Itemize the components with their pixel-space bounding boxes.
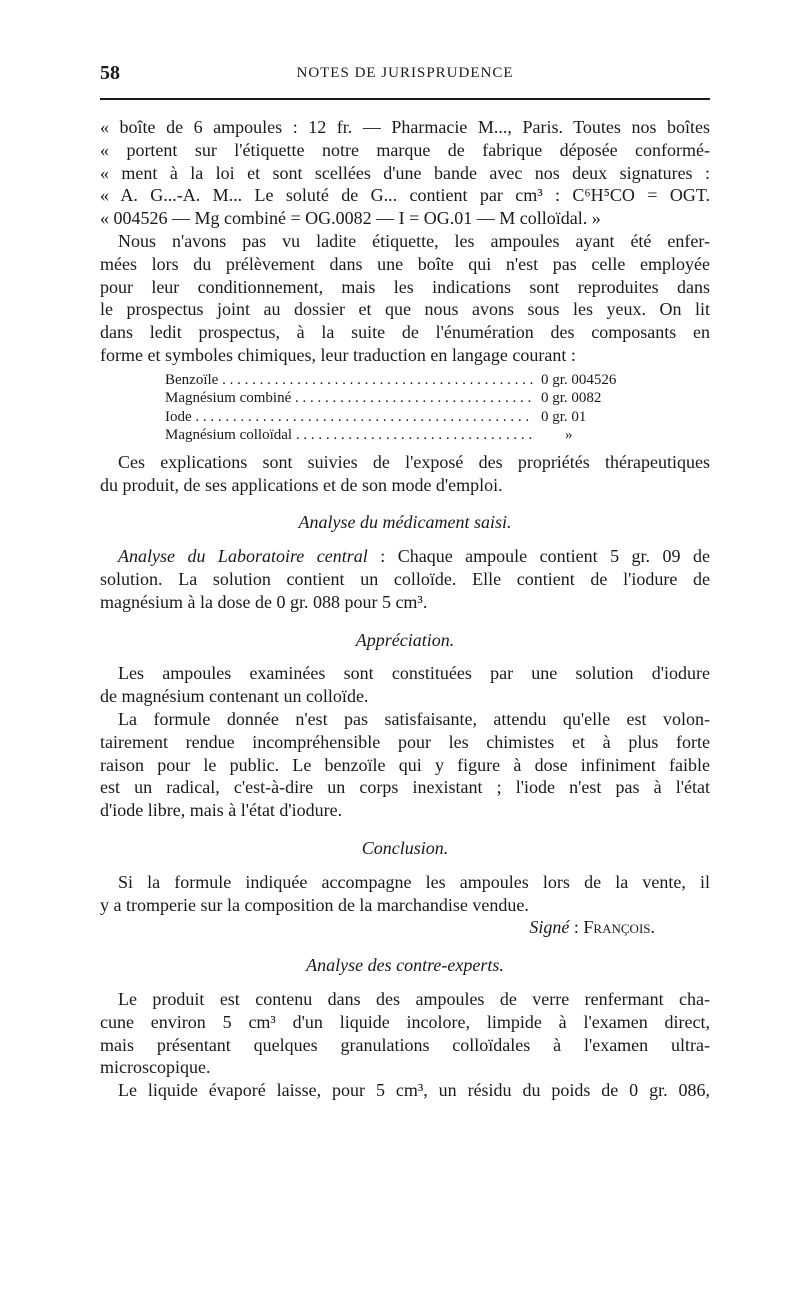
composition-value: »: [565, 427, 573, 444]
signed-label: Signé: [529, 917, 570, 938]
paragraph-appreciation-2: [100, 708, 710, 822]
quoted-label-text: [100, 116, 710, 230]
composition-name: Magnésium combiné . . .: [165, 389, 535, 408]
text-line: magnésium à la dose de 0 gr. 088 pour 5 cm³.: [100, 591, 428, 612]
page-body: [100, 116, 710, 1102]
text-line: Le produit est contenu dans des ampoules de verre renfermant cha-: [118, 988, 710, 1009]
text-line: forme et symboles chimiques, leur traduction en langage courant :: [100, 344, 576, 365]
running-title: NOTES DE JURISPRUDENCE: [296, 65, 514, 81]
composition-value: 0 gr. 0082: [541, 390, 602, 407]
composition-list: [100, 371, 710, 445]
text-line: Nous n'avons pas vu ladite étiquette, les ampoules ayant été enfer-: [118, 230, 710, 251]
paragraph-prospectus: [100, 230, 710, 367]
text-line: « portent sur l'étiquette notre marque de fabrique déposée conformé-: [100, 139, 710, 160]
paragraph-contre-experts-2: [100, 1079, 710, 1102]
composition-value: 0 gr. 01: [541, 408, 587, 425]
lab-first-rest: : Chaque ampoule contient 5 gr. 09 de: [367, 546, 711, 567]
text-line: est un radical, c'est-à-dire un corps inexistant ; l'iode n'est pas à l'état: [100, 777, 710, 798]
paragraph-explications: [100, 451, 710, 497]
section-heading-analyse: Analyse du médicament saisi.: [298, 512, 512, 533]
page-header: [100, 62, 710, 90]
text-line: Ces explications sont suivies de l'exposé des propriétés thérapeutiques: [118, 451, 710, 472]
section-heading-contre-experts: Analyse des contre-experts.: [306, 955, 504, 976]
paragraph-conclusion: [100, 871, 710, 917]
text-line: solution. La solution contient un colloïde. Elle contient de l'iodure de: [100, 568, 710, 589]
composition-name: Magnésium colloïdal . . .: [165, 426, 535, 445]
text-line: microscopique.: [100, 1057, 211, 1078]
page-number: 58: [100, 62, 120, 84]
text-line: mées lors du prélèvement dans une boîte qui n'est pas celle employée: [100, 253, 710, 274]
paragraph-laboratoire: [100, 545, 710, 613]
section-heading-conclusion: Conclusion.: [361, 837, 449, 858]
signed-name: François.: [583, 917, 655, 938]
composition-row: [165, 408, 710, 427]
paragraph-appreciation-1: [100, 662, 710, 708]
text-line: du produit, de ses applications et de son mode d'emploi.: [100, 474, 503, 495]
composition-value: 0 gr. 004526: [541, 371, 617, 388]
signed-separator: :: [569, 917, 584, 938]
text-line: Si la formule indiquée accompagne les ampoules lors de la vente, il: [118, 871, 710, 892]
paragraph-contre-experts-1: [100, 988, 710, 1079]
text-line: le prospectus joint au dossier et que nous avons sous les yeux. On lit: [100, 299, 710, 320]
text-line: y a tromperie sur la composition de la marchandise vendue.: [100, 894, 529, 915]
text-line: « boîte de 6 ampoules : 12 fr. — Pharmacie M..., Paris. Toutes nos boîtes: [100, 117, 710, 137]
text-line: raison pour le public. Le benzoïle qui y figure à dose infiniment faible: [100, 754, 710, 775]
signature-line: [100, 916, 710, 939]
text-line: pour leur conditionnement, mais les indications sont reproduites dans: [100, 276, 710, 297]
composition-name: Iode . . .: [165, 408, 535, 427]
header-rule: [100, 98, 710, 100]
text-line: cune environ 5 cm³ d'un liquide incolore, limpide à l'examen direct,: [100, 1011, 710, 1032]
text-line: La formule donnée n'est pas satisfaisante, attendu qu'elle est volon-: [118, 708, 710, 729]
text-line: « A. G...-A. M... Le soluté de G... contient par cm³ : C⁶H⁵CO = OGT.: [100, 185, 710, 206]
lab-label: Analyse du Laboratoire central: [118, 546, 368, 567]
text-line: d'iode libre, mais à l'état d'iodure.: [100, 800, 343, 821]
text-line: Les ampoules examinées sont constituées par une solution d'iodure: [118, 663, 710, 684]
section-heading-appreciation: Appréciation.: [355, 629, 455, 650]
composition-name: Benzoïle . . .: [165, 371, 535, 390]
text-line: « ment à la loi et sont scellées d'une bande avec nos deux signatures :: [100, 162, 710, 183]
text-line: tairement rendue incompréhensible pour les chimistes et à plus forte: [100, 731, 710, 752]
composition-row: [165, 371, 710, 390]
text-line: [100, 545, 710, 568]
text-line: de magnésium contenant un colloïde.: [100, 686, 369, 707]
text-line: dans ledit prospectus, à la suite de l'énumération des composants en: [100, 322, 710, 343]
composition-row: [165, 426, 710, 445]
text-line: mais présentant quelques granulations colloïdales à l'examen ultra-: [100, 1034, 710, 1055]
text-line: « 004526 — Mg combiné = OG.0082 — I = OG.01 — M colloïdal. »: [100, 208, 601, 229]
text-line: Le liquide évaporé laisse, pour 5 cm³, un résidu du poids de 0 gr. 086,: [118, 1080, 710, 1101]
composition-row: [165, 389, 710, 408]
